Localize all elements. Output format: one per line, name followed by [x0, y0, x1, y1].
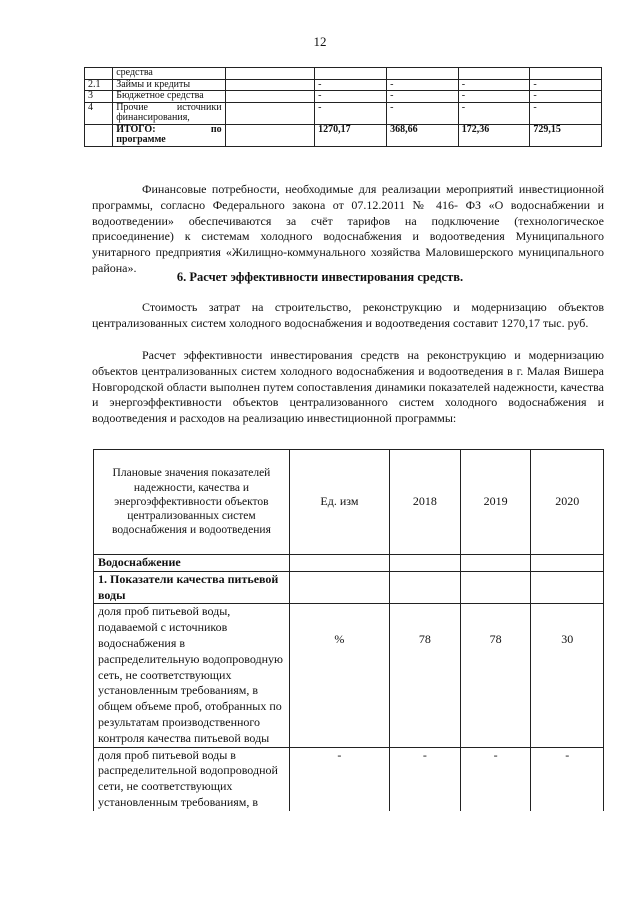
row-value: -	[315, 102, 387, 124]
row-cell	[289, 571, 389, 604]
indicator-unit: -	[289, 747, 389, 811]
row-value: -	[387, 91, 459, 103]
row-name-part: источники	[176, 101, 222, 113]
total-row	[85, 124, 602, 146]
indicator-value: 78	[389, 604, 460, 747]
table-row	[85, 79, 602, 91]
section-row	[94, 555, 604, 572]
indicator-value: -	[460, 747, 531, 811]
row-value: -	[315, 79, 387, 91]
header-year: 2018	[389, 450, 460, 555]
indicator-value: 78	[460, 604, 531, 747]
row-name: средства	[113, 68, 225, 80]
row-number: 2.1	[85, 79, 113, 91]
row-name: Займы и кредиты	[113, 79, 225, 91]
total-value: 368,66	[387, 124, 459, 146]
row-value: -	[458, 102, 530, 124]
table-row	[85, 91, 602, 103]
row-number	[85, 124, 113, 146]
section-title: Водоснабжение	[94, 555, 290, 572]
row-name-part: финансирования,	[116, 112, 190, 123]
row-name	[113, 102, 225, 124]
row-cell	[225, 91, 314, 103]
row-value: -	[315, 91, 387, 103]
total-value: 1270,17	[315, 124, 387, 146]
subsection-row	[94, 571, 604, 604]
row-cell	[460, 571, 531, 604]
total-label-part: программе	[116, 134, 166, 145]
row-value: -	[530, 91, 602, 103]
row-cell	[458, 68, 530, 80]
table-row	[85, 68, 602, 80]
row-cell	[530, 68, 602, 80]
row-cell	[531, 555, 604, 572]
indicator-text: доля проб питьевой воды в распределительной водопроводной сети, не соответствующих установленным требованиям, в	[94, 747, 290, 811]
row-cell	[387, 68, 459, 80]
header-unit: Ед. изм	[289, 450, 389, 555]
row-cell	[531, 571, 604, 604]
indicator-value: -	[531, 747, 604, 811]
row-value: -	[387, 79, 459, 91]
total-label-part: ИТОГО:	[116, 123, 156, 135]
table-row	[94, 604, 604, 747]
table-row	[94, 747, 604, 811]
indicators-table	[93, 449, 604, 811]
row-cell	[289, 555, 389, 572]
row-value: -	[530, 102, 602, 124]
row-name: Бюджетное средства	[113, 91, 225, 103]
paragraph-text: Финансовые потребности, необходимые для реализации мероприятий инвестиционной программы, согласно Федерального закона от 07.12.2011 № 416- ФЗ «О водоснабжении и водоотведении» обеспечиваются за счёт тарифов на подключение (технологическое присоединение) к системам холодного водоснабжения и водоотведения Муниципального унитарного предприятия «Жилищно-коммунального хозяйства Маловишерского муниципального района».	[92, 182, 604, 275]
indicator-value: 30	[531, 604, 604, 747]
row-cell	[315, 68, 387, 80]
header-year: 2020	[531, 450, 604, 555]
row-number: 4	[85, 102, 113, 124]
row-cell	[389, 571, 460, 604]
table-header-row	[94, 450, 604, 555]
header-year: 2019	[460, 450, 531, 555]
total-label	[113, 124, 225, 146]
table-row	[85, 102, 602, 124]
row-number	[85, 68, 113, 80]
row-cell	[225, 124, 314, 146]
row-cell	[225, 68, 314, 80]
section-heading: 6. Расчет эффективности инвестирования средств.	[176, 270, 464, 284]
row-cell	[225, 102, 314, 124]
subsection-title: 1. Показатели качества питьевой воды	[94, 571, 290, 604]
row-cell	[389, 555, 460, 572]
total-label-part: по	[210, 123, 222, 135]
paragraph-cost	[92, 300, 604, 332]
row-cell	[460, 555, 531, 572]
row-value: -	[458, 91, 530, 103]
row-value: -	[387, 102, 459, 124]
row-number: 3	[85, 91, 113, 103]
page-number: 12	[313, 34, 327, 49]
paragraph-text: Расчет эффективности инвестирования средств на реконструкцию и модернизацию объектов централизованных систем холодного водоснабжения и водоотведения в г. Малая Вишера Новгородской области выполнен путем сопоставления динамики показателей надежности, качества и энергоэффективности объектов централизованного систем холодного водоснабжения и водоотведения и расходов на реализацию инвестиционной программы:	[92, 348, 604, 426]
indicator-text: доля проб питьевой воды, подаваемой с источников водоснабжения в распределительную водопроводную сеть, не соответствующих установленным требованиям, в общем объеме проб, отобранных по результатам производственного контроля качества питьевой воды	[94, 604, 290, 747]
row-cell	[225, 79, 314, 91]
indicator-value: -	[389, 747, 460, 811]
row-value: -	[530, 79, 602, 91]
paragraph-financing	[92, 182, 604, 277]
total-value: 172,36	[458, 124, 530, 146]
paragraph-efficiency	[92, 348, 604, 427]
paragraph-text: Стоимость затрат на строительство, реконструкцию и модернизацию объектов централизованных систем холодного водоснабжения и водоотведения составит 1270,17 тыс. руб.	[92, 300, 604, 330]
row-name-part: Прочие	[116, 101, 148, 113]
total-value: 729,15	[530, 124, 602, 146]
row-value: -	[458, 79, 530, 91]
indicator-unit: %	[289, 604, 389, 747]
financing-table	[84, 67, 602, 147]
header-indicator: Плановые значения показателей надежности, качества и энергоэффективности объектов централизованных систем водоснабжения и водоотведения	[94, 450, 290, 555]
